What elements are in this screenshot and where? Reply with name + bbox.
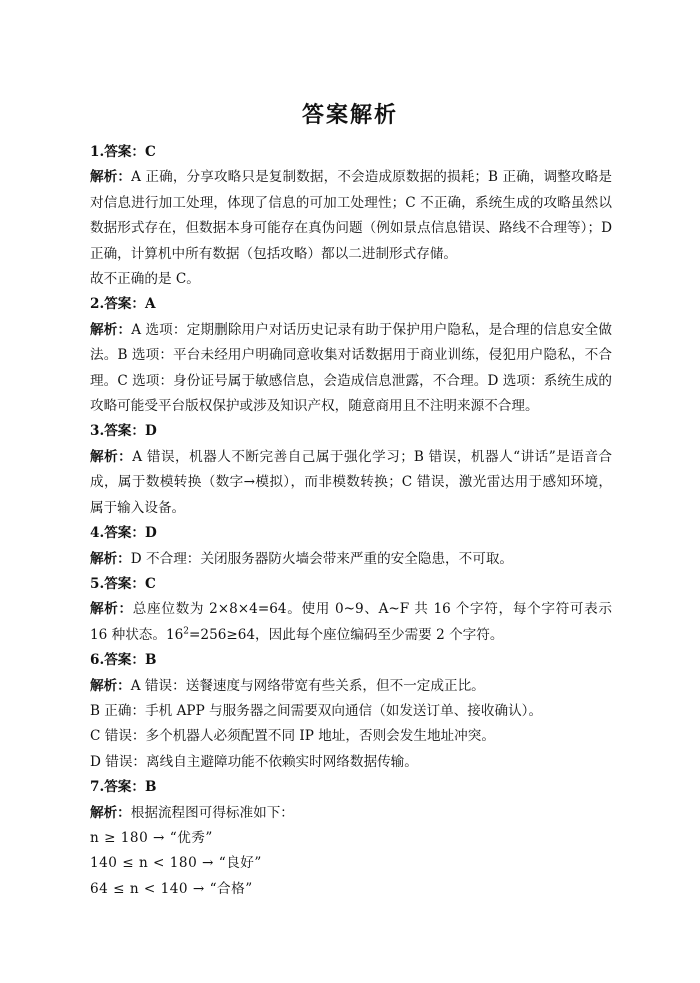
q3-analysis-text: A 错误，机器人不断完善自己属于强化学习；B 错误，机器人“讲话”是语音合成，属于数模转换（数字→模拟），而非模数转换；C 错误，激光雷达用于感知环境，属于输入设备。 bbox=[90, 448, 613, 516]
analysis-label: 解析： bbox=[90, 550, 131, 567]
q6-option-c: C 错误：多个机器人必须配置不同 IP 地址，否则会发生地址冲突。 bbox=[90, 728, 495, 745]
q2-analysis-text: A 选项：定期删除用户对话历史记录有助于保护用户隐私，是合理的信息安全做法。B 选项：平台未经用户明确同意收集对话数据用于商业训练，侵犯用户隐私，不合理。C 选项：身份证号属于敏感信息，会造成信息泄露，不合理。D 选项：系统生成的攻略可能受平台版权保护或涉及知识产权，随意商用且不注明来源不合理。 bbox=[90, 321, 613, 415]
q6-analysis bbox=[90, 674, 612, 699]
q6-option-b: B 正确：手机 APP 与服务器之间需要双向通信（如发送订单、接收确认）。 bbox=[90, 702, 543, 719]
q7-answer: 7.答案：B bbox=[90, 779, 157, 796]
q2-analysis bbox=[90, 318, 612, 420]
q6-analysis-text: A 错误：送餐速度与网络带宽有些关系，但不一定成正比。 bbox=[130, 677, 485, 694]
q2-answer: 2.答案：A bbox=[90, 296, 156, 313]
analysis-label: 解析： bbox=[90, 321, 132, 338]
q4-answer: 4.答案：D bbox=[90, 525, 157, 542]
q1-conclusion: 故不正确的是 C。 bbox=[90, 271, 200, 288]
q7-rule: 140 ≤ n < 180 → “良好” bbox=[90, 855, 262, 872]
q5-analysis bbox=[90, 597, 612, 648]
q5-analysis-text-a: 总座位数为 2×8×4=64。使用 0~9、A~F 共 16 个字符，每个字符可表示 16 种状态。16 bbox=[90, 601, 612, 643]
answer-content bbox=[90, 140, 612, 902]
q1-answer: 1.答案：C bbox=[90, 144, 156, 160]
q1-analysis-text: A 正确，分享攻略只是复制数据，不会造成原数据的损耗；B 正确，调整攻略是对信息进行加工处理，体现了信息的可加工处理性；C 不正确，系统生成的攻略虽然以数据形式存在，但数据本身可能存在真伪问题（例如景点信息错误、路线不合理等）；D 正确，计算机中所有数据（包括攻略）都以二进制形式存储。 bbox=[90, 169, 613, 262]
analysis-label: 解析： bbox=[90, 677, 131, 694]
q6-option-d: D 错误：离线自主避障功能不依赖实时网络数据传输。 bbox=[90, 753, 418, 770]
page-title: 答案解析 bbox=[301, 103, 398, 128]
q3-answer: 3.答案：D bbox=[90, 423, 157, 440]
q3-analysis bbox=[90, 445, 612, 521]
q7-rule: n ≥ 180 → “优秀” bbox=[90, 829, 213, 846]
analysis-label: 解析： bbox=[90, 448, 133, 465]
q4-analysis-text: D 不合理：关闭服务器防火墙会带来严重的安全隐患，不可取。 bbox=[130, 550, 514, 567]
q5-answer: 5.答案：C bbox=[90, 575, 156, 592]
analysis-label: 解析： bbox=[90, 601, 133, 618]
q5-analysis-text-b: =256≥64，因此每个座位编码至少需要 2 个字符。 bbox=[189, 626, 504, 643]
q5-exponent: 2 bbox=[183, 626, 190, 637]
q7-analysis bbox=[90, 801, 612, 826]
q1-analysis bbox=[90, 165, 612, 267]
q4-analysis bbox=[90, 547, 612, 572]
q7-rule: 64 ≤ n < 140 → “合格” bbox=[90, 880, 253, 897]
analysis-label: 解析： bbox=[90, 804, 131, 821]
q6-answer: 6.答案：B bbox=[90, 652, 157, 669]
analysis-label: 解析： bbox=[90, 169, 132, 186]
q7-analysis-text: 根据流程图可得标准如下： bbox=[130, 804, 294, 821]
